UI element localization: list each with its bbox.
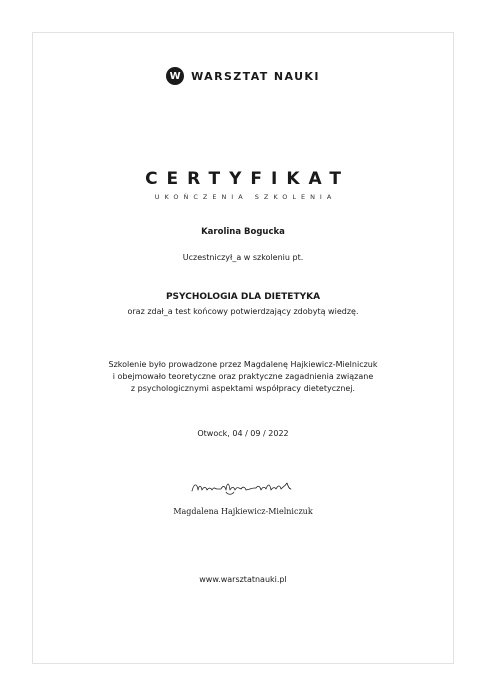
description-line: z psychologicznymi aspektami współpracy dietetycznej. [130, 384, 356, 393]
course-title: PSYCHOLOGIA DLA DIETETYKA [165, 292, 321, 302]
website-link[interactable]: www.warsztatnauki.pl [199, 575, 287, 584]
description-line: i obejmowało teoretyczne oraz praktyczne zagadnienia związane [112, 372, 374, 381]
description-line: Szkolenie było prowadzone przez Magdalenę Hajkiewicz-Mielniczuk [108, 360, 378, 369]
training-description [33, 359, 453, 395]
participation-text: Uczestniczył_a w szkoleniu pt. [182, 253, 304, 262]
brand-logo-icon: W [166, 67, 184, 85]
certificate-title: CERTYFIKAT [145, 169, 350, 189]
certificate-card [32, 32, 454, 664]
recipient-name: Karolina Bogucka [201, 227, 285, 237]
test-passed-text: oraz zdał_a test końcowy potwierdzający zdobytą wiedzę. [127, 307, 359, 316]
brand-logo [33, 67, 453, 85]
handwritten-signature [33, 477, 453, 497]
certificate-subtitle: UKOŃCZENIA SZKOLENIA [154, 193, 337, 201]
brand-name: WARSZTAT NAUKI [191, 69, 320, 83]
signer-name: Magdalena Hajkiewicz-Mielniczuk [173, 507, 313, 516]
signature-scribble [188, 477, 298, 497]
place-date: Otwock, 04 / 09 / 2022 [197, 429, 289, 438]
